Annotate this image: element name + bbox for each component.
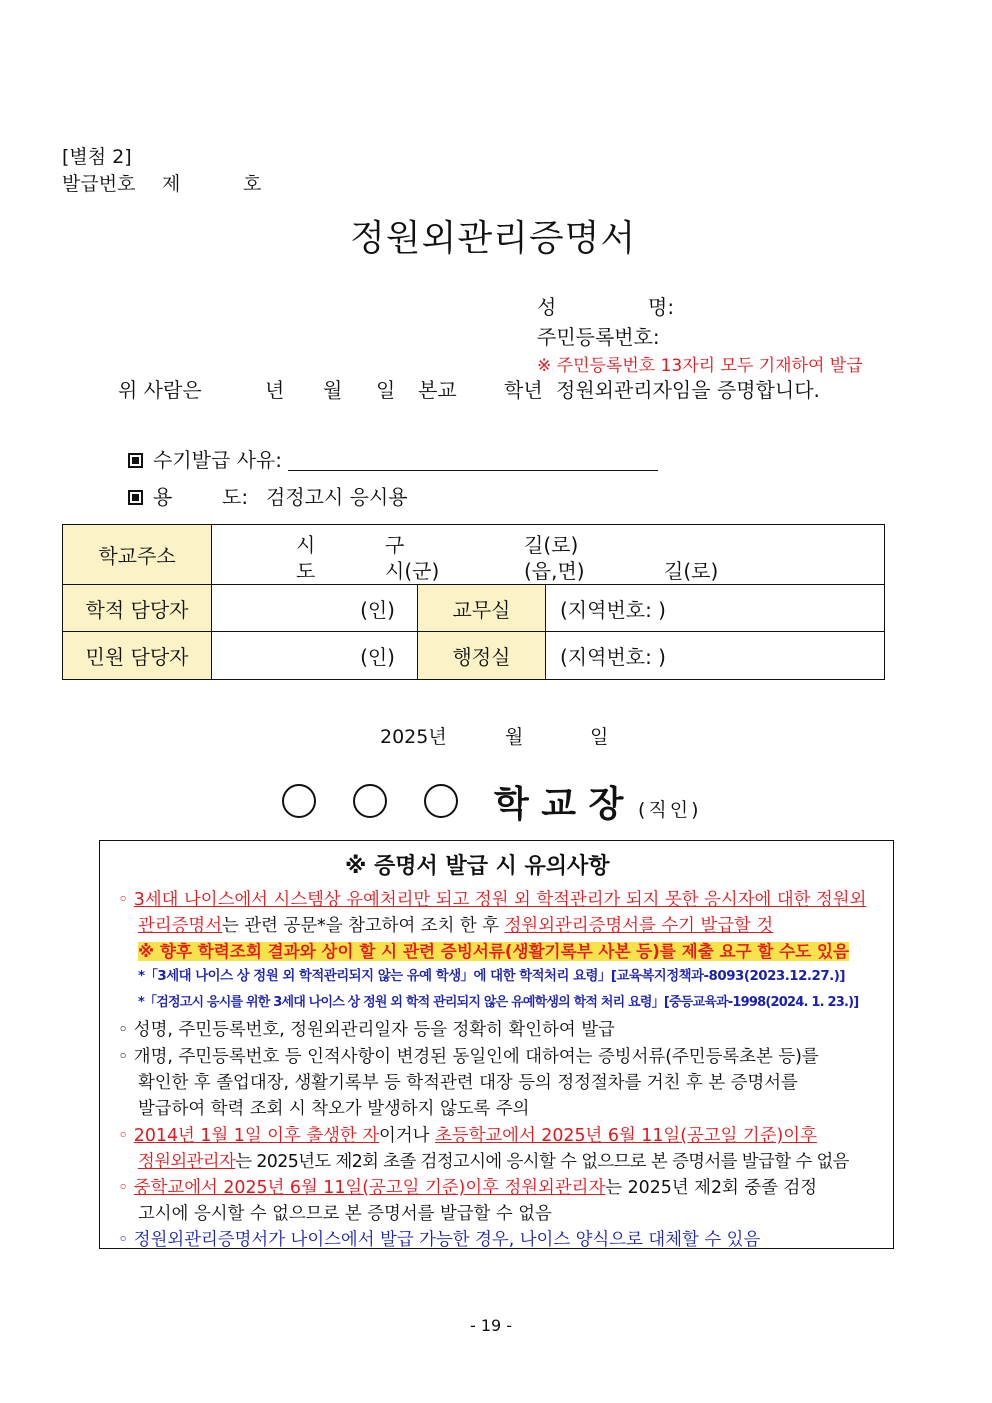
certify-year: 년 (265, 378, 285, 402)
purpose-value: 검정고시 응시용 (266, 485, 408, 509)
civil-officer-office: 행정실 (418, 632, 546, 680)
addr-gu: 구 (385, 532, 405, 557)
notice-item-1-line2-c: 정원외관리증명서를 수기 발급할 것 (504, 916, 774, 936)
notice-item-3-line2: 확인한 후 졸업대장, 생활기록부 등 학적관련 대장 등의 정정절차를 거친 후 본 증명서를 (138, 1073, 798, 1093)
bullet-icon: ◦ (118, 1047, 129, 1067)
notice-item-5-line1-b: 는 2025년 제2회 중졸 검정 (605, 1178, 818, 1198)
page-number: - 19 - (470, 1316, 513, 1335)
notice-item-5-line1-a: 중학교에서 2025년 6월 11일(공고일 기준)이후 정원외관리자 (133, 1178, 606, 1198)
bullet-icon: ◦ (118, 1126, 129, 1146)
circle-icon (353, 784, 387, 818)
notice-item-2-text: 성명, 주민등록번호, 정원외관리일자 등을 정확히 확인하여 발급 (133, 1020, 615, 1040)
registrar-seal: (인) (212, 585, 418, 632)
manual-issue-reason-label: 수기발급 사유: (153, 448, 283, 472)
civil-officer-phone: (지역번호: ) (546, 632, 885, 680)
bullet-icon: ◦ (118, 890, 129, 910)
checkbox-square-icon (128, 453, 143, 468)
registrar-phone: (지역번호: ) (546, 585, 885, 632)
addr-sigun: 시(군) (385, 558, 440, 583)
notice-item-1-line2 (138, 911, 773, 936)
notice-item-4-line1-b: 이거나 (379, 1126, 435, 1146)
name-placeholder-circle (353, 784, 387, 822)
purpose-label-part1: 용 (153, 485, 173, 509)
civil-officer-seal: (인) (212, 632, 418, 680)
notice-item-3 (118, 1042, 819, 1067)
issue-number-je: 제 (162, 173, 181, 195)
date-month: 월 (505, 726, 524, 748)
notice-item-5 (118, 1173, 817, 1198)
addr-si: 시 (296, 532, 316, 557)
circle-icon (282, 784, 316, 818)
addr-eupmyeon: (읍,면) (524, 558, 585, 583)
school-info-table (62, 524, 885, 680)
notice-warning (138, 938, 849, 962)
name-label-part2: 명: (648, 295, 675, 319)
notice-item-1-line2-b: 는 관련 공문*을 참고하여 조치 한 후 (222, 916, 505, 936)
name-placeholder-circle (424, 784, 458, 822)
notice-item-6-text: 정원외관리증명서가 나이스에서 발급 가능한 경우, 나이스 양식으로 대체할 수 있음 (133, 1230, 761, 1250)
notice-item-4-line1-a: 2014년 1월 1일 이후 출생한 자 (133, 1126, 380, 1146)
bullet-icon: ◦ (118, 1178, 129, 1198)
principal-title: 학 교 장 (494, 784, 624, 825)
bullet-icon: ◦ (118, 1020, 129, 1040)
certify-intro: 위 사람은 (118, 378, 202, 402)
manual-issue-reason-field[interactable] (288, 448, 658, 471)
certify-month: 월 (323, 378, 343, 402)
notice-reference-1: *「3세대 나이스 상 정원 외 학적관리되지 않는 유예 학생」에 대한 학적처리 요령」[교육복지정책과-8093(2023.12.27.)] (138, 969, 845, 984)
school-address-cell (212, 525, 885, 585)
notice-item-1 (118, 885, 866, 910)
notice-item-6 (118, 1225, 760, 1250)
notice-heading: ※ 증명서 발급 시 유의사항 (345, 854, 610, 879)
notice-item-4-line2-b: 는 2025년도 제2회 초졸 검정고시에 응시할 수 없으므로 본 증명서를 발급할 수 없음 (235, 1152, 849, 1172)
notice-reference-2: *「검정고시 응시를 위한 3세대 나이스 상 정원 외 학적 관리되지 않은 유예학생의 학적 처리 요령」[중등교육과-1998(2024. 1. 23.)] (138, 995, 859, 1010)
name-label-part1: 성 (537, 295, 557, 319)
school-address-label: 학교주소 (63, 525, 212, 585)
notice-item-5-line2: 고시에 응시할 수 없으므로 본 증명서를 발급할 수 없음 (138, 1204, 552, 1224)
notice-item-4-line1-c: 초등학교에서 2025년 6월 11일(공고일 기준)이후 (434, 1126, 817, 1146)
certify-statement: 정원외관리자임을 증명합니다. (556, 378, 820, 402)
notice-item-3-line1: 개명, 주민등록번호 등 인적사항이 변경된 동일인에 대하여는 증빙서류(주민등록초본 등)를 (133, 1047, 819, 1067)
registrar-label: 학적 담당자 (63, 585, 212, 632)
rrn-note: ※ 주민등록번호 13자리 모두 기재하여 발급 (537, 356, 863, 376)
purpose-row (128, 481, 172, 510)
date-year: 2025년 (380, 726, 447, 748)
notice-box (99, 840, 894, 1249)
notice-item-2 (118, 1015, 615, 1040)
purpose-label-part2: 도: (222, 485, 249, 509)
name-placeholder-circle (282, 784, 316, 822)
registrar-office: 교무실 (418, 585, 546, 632)
official-seal-label: (직인) (638, 799, 702, 821)
bullet-icon: ◦ (118, 1230, 129, 1250)
rrn-label: 주민등록번호: (537, 325, 660, 349)
notice-item-4 (118, 1121, 817, 1146)
notice-item-4-line2 (138, 1147, 849, 1172)
circle-icon (424, 784, 458, 818)
issue-number-label: 발급번호 (62, 173, 136, 195)
civil-officer-label: 민원 담당자 (63, 632, 212, 680)
checkbox-square-icon (128, 490, 143, 505)
notice-item-4-line2-a: 정원외관리자 (138, 1152, 236, 1172)
attachment-label: [별첨 2] (62, 146, 132, 168)
addr-do: 도 (296, 558, 316, 583)
notice-item-1-line1: 3세대 나이스에서 시스템상 유예처리만 되고 정원 외 학적관리가 되지 못한 응시자에 대한 정원외 (133, 890, 867, 910)
certify-day: 일 (376, 378, 396, 402)
certify-grade: 학년 (504, 378, 543, 402)
addr-gil: 길(로) (524, 532, 579, 557)
date-day: 일 (590, 726, 609, 748)
notice-item-3-line3: 발급하여 학력 조회 시 착오가 발생하지 않도록 주의 (138, 1099, 530, 1119)
notice-item-1-line2-a: 관리증명서 (138, 916, 222, 936)
addr-gil-2: 길(로) (664, 558, 719, 583)
document-title: 정원외관리증명서 (350, 218, 637, 259)
manual-issue-reason (128, 444, 658, 473)
issue-number-ho: 호 (243, 173, 262, 195)
notice-warning-text: ※ 향후 학력조회 결과와 상이 할 시 관련 증빙서류(생활기록부 사본 등)를 제출 요구 할 수도 있음 (138, 942, 850, 961)
certify-school: 본교 (418, 378, 457, 402)
